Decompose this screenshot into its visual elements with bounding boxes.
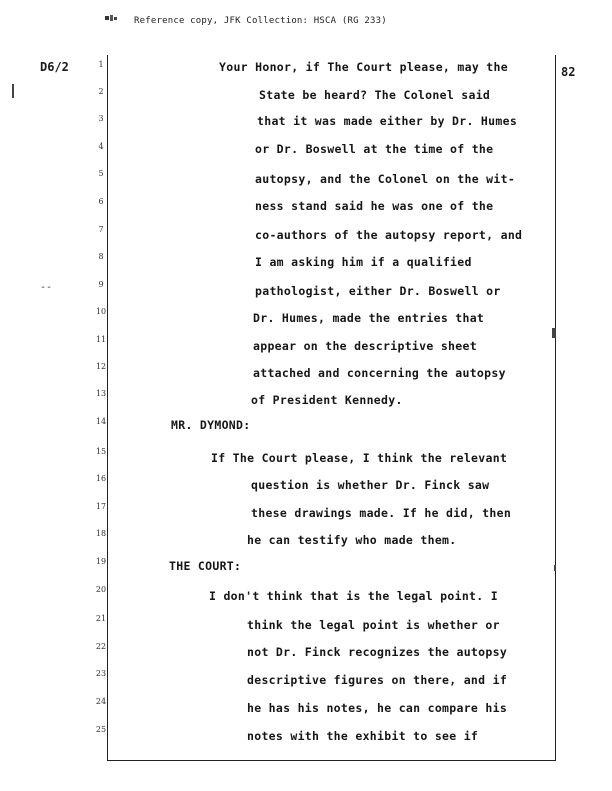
line-number: 13 [95,389,107,398]
line-number: 23 [95,669,107,678]
line-number: 6 [98,197,104,206]
line-number: 25 [95,725,107,734]
transcript-line: question is whether Dr. Finck saw [251,478,490,492]
transcript-line: THE COURT: [169,559,242,573]
left-margin-dash: -- [40,282,53,293]
transcript-line: I don't think that is the legal point. I [209,589,498,603]
line-number: 7 [98,225,104,234]
line-number: 4 [98,142,104,151]
line-number: 19 [95,557,107,566]
header-stamp-icon [104,14,118,22]
line-number: 21 [95,614,107,623]
line-number: 16 [95,474,107,483]
transcript-line: I am asking him if a qualified [255,255,472,269]
reference-header: Reference copy, JFK Collection: HSCA (RG 233) [134,16,387,26]
transcript-line: MR. DYMOND: [171,418,251,432]
line-number: 12 [95,362,107,371]
page-id: D6/2 [40,60,69,74]
line-number: 15 [95,447,107,456]
right-margin-speck [552,328,556,338]
line-number: 11 [95,335,107,344]
right-margin-speck-2 [554,565,556,571]
line-number: 20 [95,585,107,594]
line-number: 2 [98,87,104,96]
transcript-line: Your Honor, if The Court please, may the [219,60,508,74]
left-margin-tick [12,84,14,98]
line-number: 1 [98,60,104,69]
line-number: 14 [95,417,107,426]
transcript-line: notes with the exhibit to see if [247,729,479,743]
transcript-line: pathologist, either Dr. Boswell or [255,284,501,298]
transcript-line: that it was made either by Dr. Humes [257,114,518,128]
transcript-line: ness stand said he was one of the [255,199,494,213]
line-number: 10 [95,307,107,316]
transcript-line: he has his notes, he can compare his [247,701,508,715]
transcript-line: Dr. Humes, made the entries that [253,311,485,325]
transcript-line: State be heard? The Colonel said [259,88,491,102]
transcript-line: of President Kennedy. [251,393,403,407]
line-number: 18 [95,529,107,538]
transcript-line: appear on the descriptive sheet [253,339,477,353]
transcript-line: these drawings made. If he did, then [251,506,512,520]
line-number: 3 [98,114,104,123]
page-number: 82 [561,65,576,79]
line-number: 17 [95,502,107,511]
line-number: 8 [98,252,104,261]
transcript-line: think the legal point is whether or [247,618,500,632]
transcript-line: descriptive figures on there, and if [247,673,508,687]
transcript-line: If The Court please, I think the relevant [211,451,508,465]
line-number: 9 [98,280,104,289]
transcript-line: he can testify who made them. [247,533,457,547]
line-number: 5 [98,169,104,178]
transcript-line: attached and concerning the autopsy [253,366,506,380]
transcript-line: co-authors of the autopsy report, and [255,228,523,242]
transcript-line: not Dr. Finck recognizes the autopsy [247,645,508,659]
line-number: 22 [95,642,107,651]
transcript-line: or Dr. Boswell at the time of the [255,142,494,156]
transcript-line: autopsy, and the Colonel on the wit- [255,172,516,186]
line-number: 24 [95,697,107,706]
